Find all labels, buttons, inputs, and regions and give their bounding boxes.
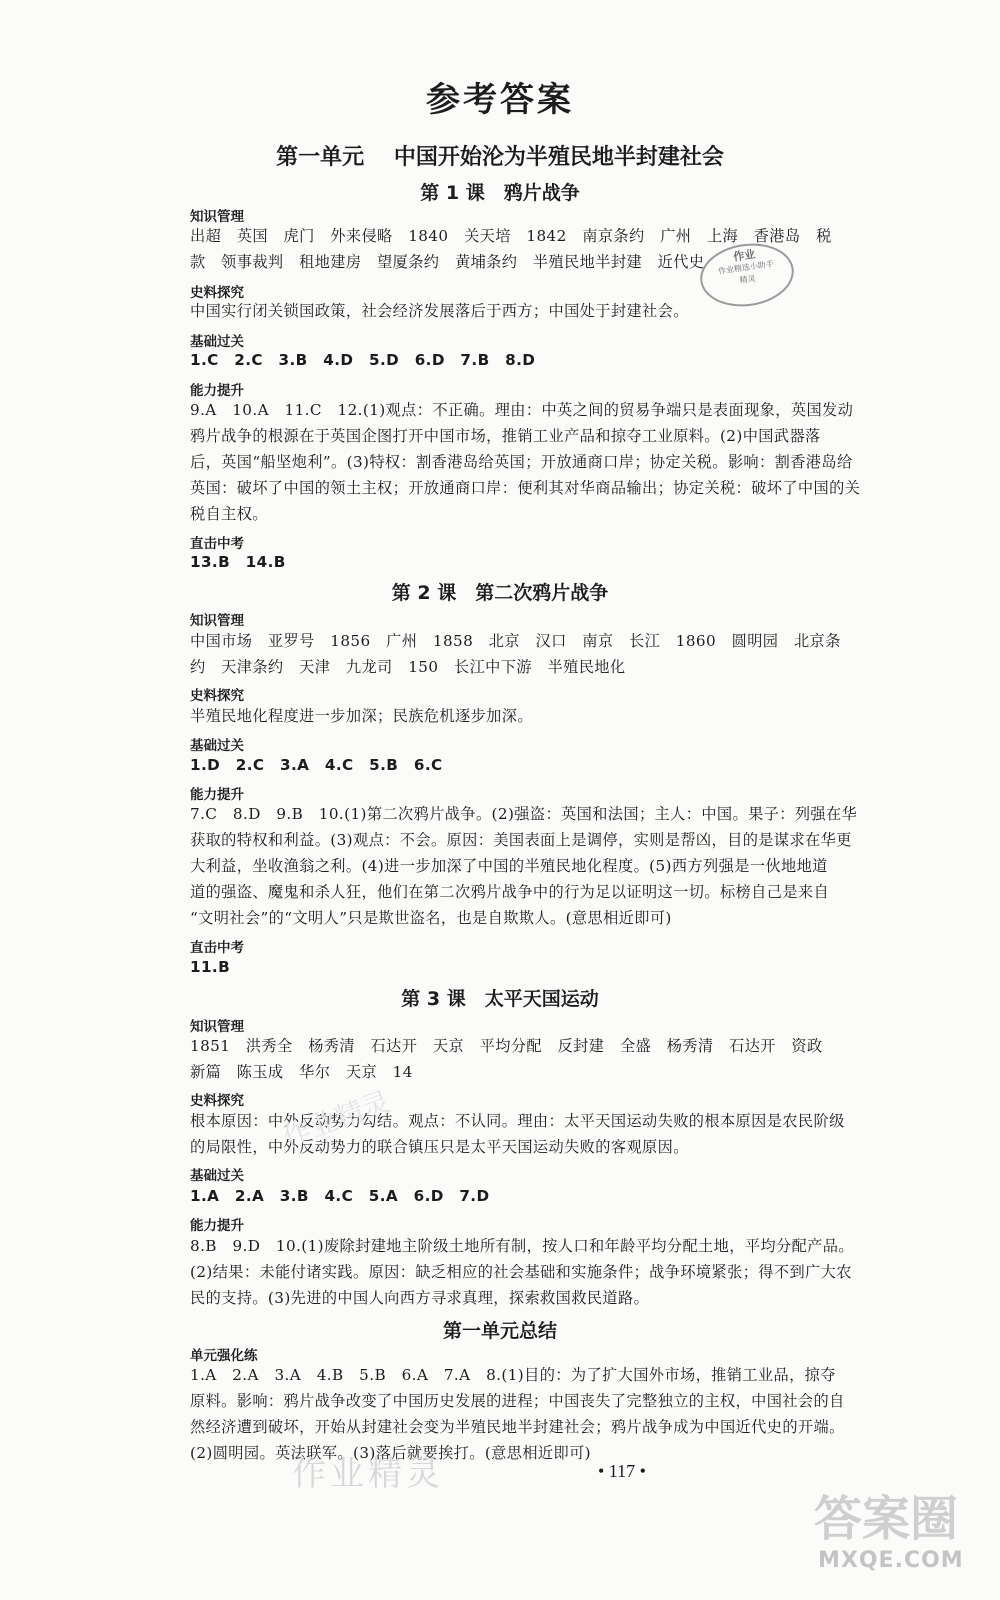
unit-practice-text-line: 然经济遭到破坏，开始从封建社会变为半殖民地半封建社会；鸦片战争成为中国近代史的开端。 bbox=[190, 1418, 845, 1436]
section-heading-ability: 能力提升 bbox=[190, 787, 244, 803]
page-title: 参考答案 bbox=[426, 80, 574, 120]
lesson-2-title: 第 2 课 第二次鸦片战争 bbox=[391, 582, 609, 604]
ability-text-line: 税自主权。 bbox=[190, 505, 268, 523]
section-heading-knowledge: 知识管理 bbox=[190, 1019, 244, 1035]
section-heading-knowledge: 知识管理 bbox=[190, 209, 244, 225]
corner-logo-text: 答案圈 bbox=[814, 1491, 959, 1547]
section-heading-unit-practice: 单元强化练 bbox=[190, 1348, 258, 1364]
ability-text-line: “文明社会”的“文明人”只是欺世盗名，也是自欺欺人。(意思相近即可) bbox=[190, 909, 672, 927]
section-heading-ability: 能力提升 bbox=[190, 383, 244, 399]
section-heading-basics: 基础过关 bbox=[190, 1168, 244, 1184]
ability-text-line: 民的支持。(3)先进的中国人向西方寻求真理，探索救国救民道路。 bbox=[190, 1289, 650, 1307]
ability-text-line: 7.C 8.D 9.B 10.(1)第二次鸦片战争。(2)强盗：英国和法国；主人：中国。果子：列强在华 bbox=[190, 805, 858, 823]
section-heading-sources: 史料探究 bbox=[190, 1093, 244, 1109]
stamp-line: 作业精选小助手 bbox=[717, 259, 775, 276]
section-heading-ability: 能力提升 bbox=[190, 1218, 244, 1234]
ability-text-line: 鸦片战争的根源在于英国企图打开中国市场，推销工业产品和掠夺工业原料。(2)中国武器落 bbox=[190, 427, 821, 445]
unit-practice-text-line: 原料。影响：鸦片战争改变了中国历史发展的进程；中国丧失了完整独立的主权，中国社会的自 bbox=[190, 1392, 845, 1410]
sources-text-line: 根本原因：中外反动势力勾结。观点：不认同。理由：太平天国运动失败的根本原因是农民阶级 bbox=[190, 1112, 845, 1130]
stamp-line: 精灵 bbox=[739, 273, 757, 286]
watermark-mid: 作业精灵 bbox=[278, 1084, 395, 1155]
section-heading-exam: 直击中考 bbox=[190, 940, 244, 956]
section-heading-exam: 直击中考 bbox=[190, 536, 244, 552]
ability-text-line: 道的强盗、魔鬼和杀人狂，他们在第二次鸦片战争中的行为足以证明这一切。标榜自己是来自 bbox=[190, 883, 830, 901]
page-number: • 117 • bbox=[598, 1461, 646, 1481]
ability-text-line: 大利益，坐收渔翁之利。(4)进一步加深了中国的半殖民地化程度。(5)西方列强是一伙地地道 bbox=[190, 857, 828, 875]
section-heading-knowledge: 知识管理 bbox=[190, 613, 244, 629]
section-heading-basics: 基础过关 bbox=[190, 738, 244, 754]
knowledge-text-line: 中国市场 亚罗号 1856 广州 1858 北京 汉口 南京 长江 1860 圆明园 北京条 bbox=[190, 632, 841, 650]
ability-text-line: (2)结果：未能付诸实践。原因：缺乏相应的社会基础和实施条件；战争环境紧张；得不到广大农 bbox=[190, 1263, 852, 1281]
lesson-3-title: 第 3 课 太平天国运动 bbox=[401, 988, 599, 1010]
knowledge-text-line: 约 天津条约 天津 九龙司 150 长江中下游 半殖民地化 bbox=[190, 658, 626, 676]
section-heading-sources: 史料探究 bbox=[190, 688, 244, 704]
unit-practice-text-line: (2)圆明园。英法联军。(3)落后就要挨打。(意思相近即可) bbox=[190, 1444, 592, 1462]
section-heading-sources: 史料探究 bbox=[190, 285, 244, 301]
knowledge-text-line: 1851 洪秀全 杨秀清 石达开 天京 平均分配 反封建 全盛 杨秀清 石达开 资政 bbox=[190, 1037, 823, 1055]
ability-text-line: 后，英国“船坚炮利”。(3)特权：割香港岛给英国；开放通商口岸；协定关税。影响：割香港岛给 bbox=[190, 453, 853, 471]
sources-text-line: 中国实行闭关锁国政策，社会经济发展落后于西方；中国处于封建社会。 bbox=[190, 302, 689, 320]
sources-text-line: 的局限性，中外反动势力的联合镇压只是太平天国运动失败的客观原因。 bbox=[190, 1138, 689, 1156]
watermark-bottom: 作业精灵 bbox=[292, 1454, 444, 1494]
section-heading-basics: 基础过关 bbox=[190, 334, 244, 350]
unit-practice-text-line: 1.A 2.A 3.A 4.B 5.B 6.A 7.A 8.(1)目的：为了扩大国外市场，推销工业品，掠夺 bbox=[190, 1366, 836, 1384]
knowledge-text-line: 新篇 陈玉成 华尔 天京 14 bbox=[190, 1063, 413, 1081]
stamp-line: 作业 bbox=[732, 247, 757, 264]
unit-title: 第一单元 中国开始沦为半殖民地半封建社会 bbox=[276, 145, 724, 170]
corner-logo-url: MXQE.COM bbox=[818, 1548, 964, 1573]
unit-summary-title: 第一单元总结 bbox=[442, 1320, 557, 1342]
exam-answers: 11.B bbox=[190, 958, 231, 976]
exam-answers: 13.B 14.B bbox=[190, 553, 286, 571]
lesson-1-title: 第 1 课 鸦片战争 bbox=[420, 182, 580, 204]
sources-text-line: 半殖民地化程度进一步加深；民族危机逐步加深。 bbox=[190, 707, 533, 725]
corner-logo bbox=[808, 1480, 988, 1590]
basics-answers: 1.A 2.A 3.B 4.C 5.A 6.D 7.D bbox=[190, 1187, 490, 1205]
ability-text-line: 8.B 9.D 10.(1)废除封建地主阶级土地所有制，按人口和年龄平均分配土地，平均分配产品。 bbox=[190, 1237, 854, 1255]
ability-text-line: 9.A 10.A 11.C 12.(1)观点：不正确。理由：中英之间的贸易争端只是表面现象，英国发动 bbox=[190, 401, 854, 419]
basics-answers: 1.D 2.C 3.A 4.C 5.B 6.C bbox=[190, 756, 443, 774]
knowledge-text-line: 出超 英国 虎门 外来侵略 1840 关天培 1842 南京条约 广州 上海 香港岛 税 bbox=[190, 227, 832, 245]
ability-text-line: 获取的特权和利益。(3)观点：不会。原因：美国表面上是调停，实则是帮凶，目的是谋求在华更 bbox=[190, 831, 852, 849]
basics-answers: 1.C 2.C 3.B 4.D 5.D 6.D 7.B 8.D bbox=[190, 351, 536, 369]
ability-text-line: 英国：破坏了中国的领土主权；开放通商口岸：便利其对华商品输出；协定关税：破坏了中国的关 bbox=[190, 479, 861, 497]
knowledge-text-line: 款 领事裁判 租地建房 望厦条约 黄埔条约 半殖民地半封建 近代史 bbox=[190, 253, 705, 271]
